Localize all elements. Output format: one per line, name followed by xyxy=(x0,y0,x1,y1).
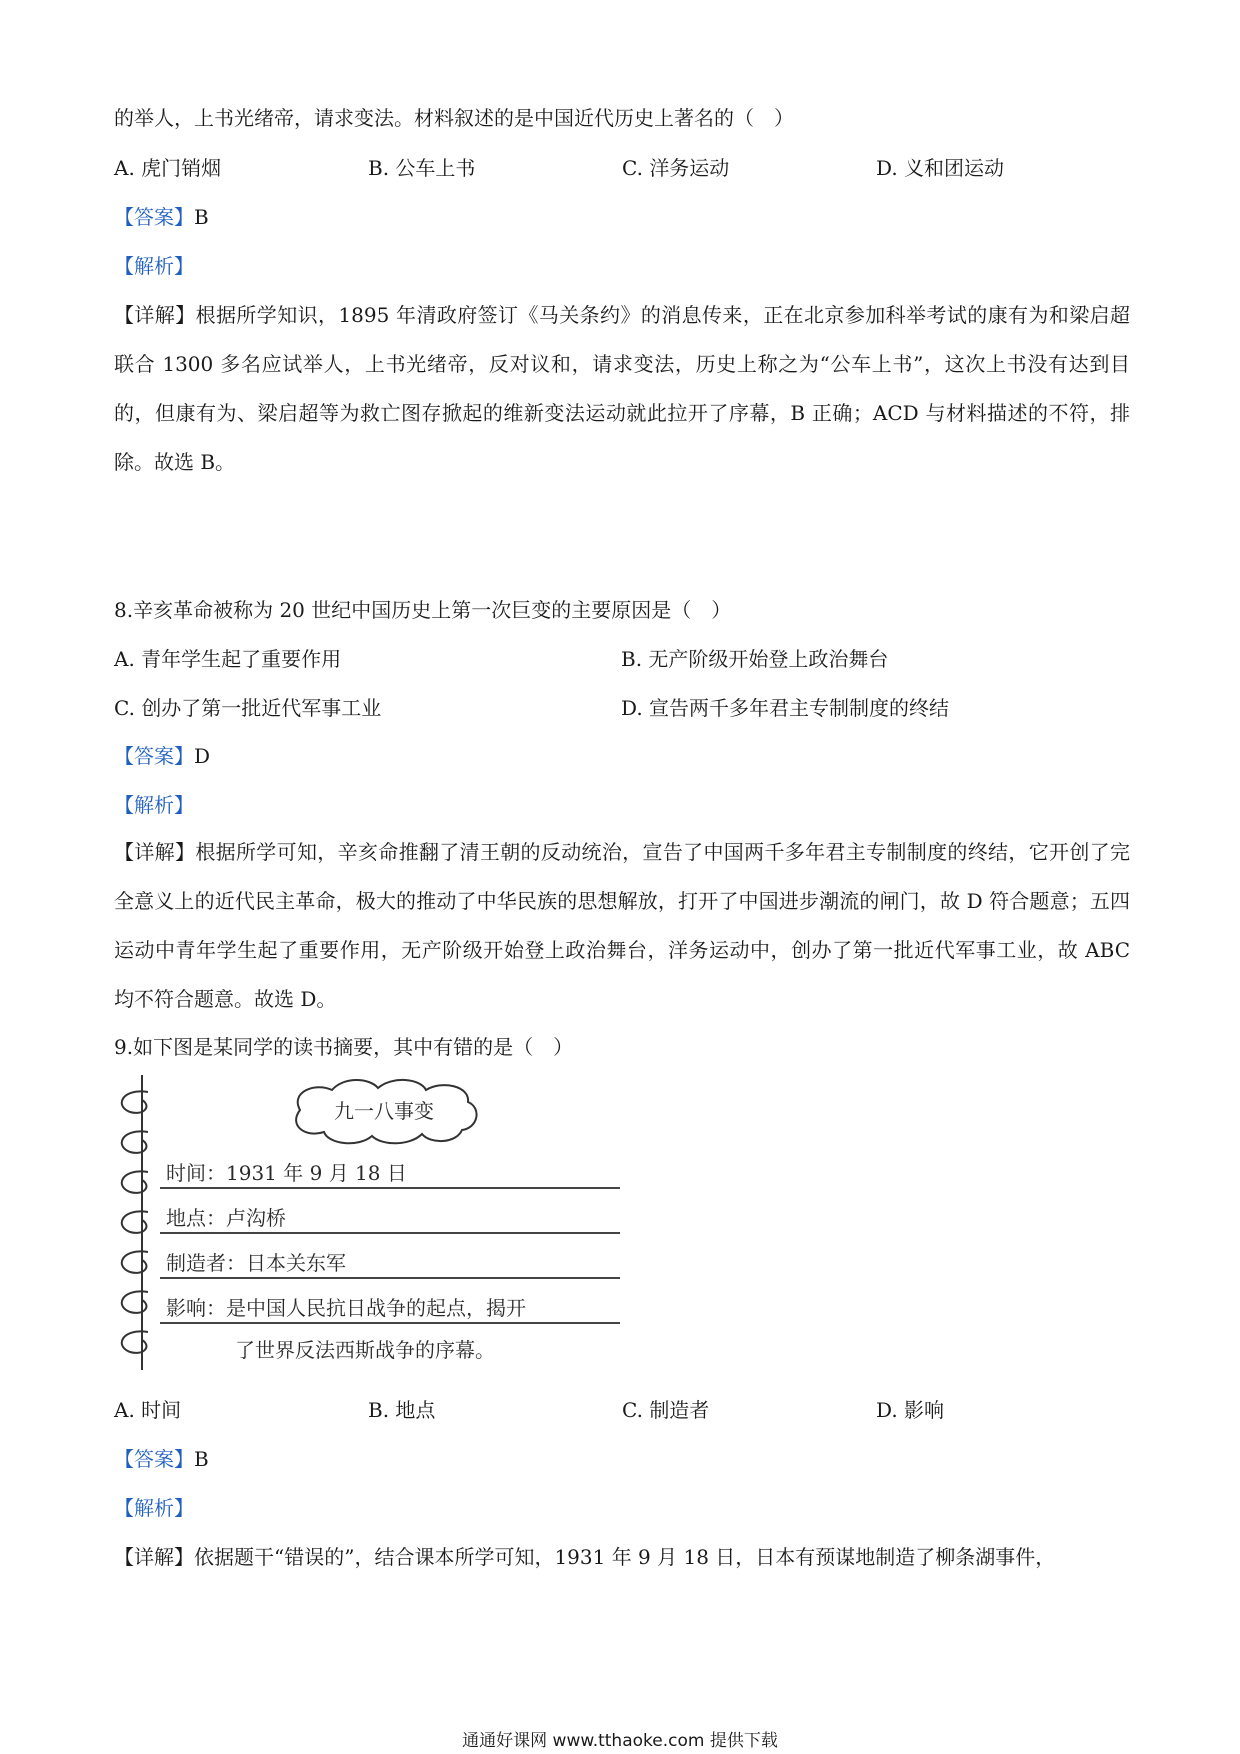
q7-analysis-tag: 【解析】 xyxy=(114,254,194,278)
q7-answer: 【答案】B xyxy=(114,205,209,229)
reading-notes-figure xyxy=(100,1070,640,1375)
q8-option-b: B. 无产阶级开始登上政治舞台 xyxy=(621,647,889,671)
q8-analysis-tag: 【解析】 xyxy=(114,793,194,817)
q7-stem-tail: 的举人，上书光绪帝，请求变法。材料叙述的是中国近代历史上著名的（ ） xyxy=(114,106,794,130)
figure-line-maker: 制造者：日本关东军 xyxy=(166,1251,346,1275)
q8-option-a: A. 青年学生起了重要作用 xyxy=(114,647,342,671)
q9-option-b: B. 地点 xyxy=(368,1398,436,1422)
figure-title: 九一八事变 xyxy=(334,1099,434,1123)
q9-analysis-tag: 【解析】 xyxy=(114,1496,194,1520)
q8-option-c: C. 创办了第一批近代军事工业 xyxy=(114,696,382,720)
q7-option-b: B. 公车上书 xyxy=(368,156,476,180)
q9-option-a: A. 时间 xyxy=(114,1398,182,1422)
figure-line-impact-cont: 了世界反法西斯战争的序幕。 xyxy=(235,1338,495,1362)
figure-line-time: 时间：1931 年 9 月 18 日 xyxy=(166,1161,407,1185)
figure-line-impact: 影响：是中国人民抗日战争的起点，揭开 xyxy=(166,1296,526,1320)
q9-detail: 【详解】依据题干“错误的”，结合课本所学可知，1931 年 9 月 18 日，日本有预谋地制造了柳条湖事件， xyxy=(114,1545,1056,1569)
q8-answer: 【答案】D xyxy=(114,744,211,768)
q7-option-a: A. 虎门销烟 xyxy=(114,156,222,180)
page-footer: 通通好课网 www.tthaoke.com 提供下载 xyxy=(462,1731,778,1751)
q9-answer: 【答案】B xyxy=(114,1447,209,1471)
q7-option-d: D. 义和团运动 xyxy=(876,156,1005,180)
q7-option-c: C. 洋务运动 xyxy=(622,156,730,180)
q7-detail: 【详解】根据所学知识，1895 年清政府签订《马关条约》的消息传来，正在北京参加科举考试的康有为和梁启超联合 1300 多名应试举人，上书光绪帝，反对议和，请求变法，历史上称之为“公车上书”，这次上书没有达到目的，但康有为、梁启超等为救亡图存掀起的维新变法运动就此拉开了序幕，B 正确；ACD 与材料描述的不符，排除。故选 B。 xyxy=(114,303,1131,474)
figure-line-place: 地点：卢沟桥 xyxy=(166,1206,286,1230)
q8-detail: 【详解】根据所学可知，辛亥命推翻了清王朝的反动统治，宣告了中国两千多年君主专制制度的终结，它开创了完全意义上的近代民主革命，极大的推动了中华民族的思想解放，打开了中国进步潮流的闸门，故 D 符合题意；五四运动中青年学生起了重要作用，无产阶级开始登上政治舞台，洋务运动中，创办了第一批近代军事工业，故 ABC 均不符合题意。故选 D。 xyxy=(114,840,1131,1011)
spiral-binding-rings xyxy=(122,1091,148,1352)
q9-option-c: C. 制造者 xyxy=(622,1398,710,1422)
q9-option-d: D. 影响 xyxy=(876,1398,945,1422)
q8-stem: 8.辛亥革命被称为 20 世纪中国历史上第一次巨变的主要原因是（ ） xyxy=(114,598,732,622)
q8-option-d: D. 宣告两千多年君主专制制度的终结 xyxy=(621,696,950,720)
q9-stem: 9.如下图是某同学的读书摘要，其中有错的是（ ） xyxy=(114,1035,574,1059)
